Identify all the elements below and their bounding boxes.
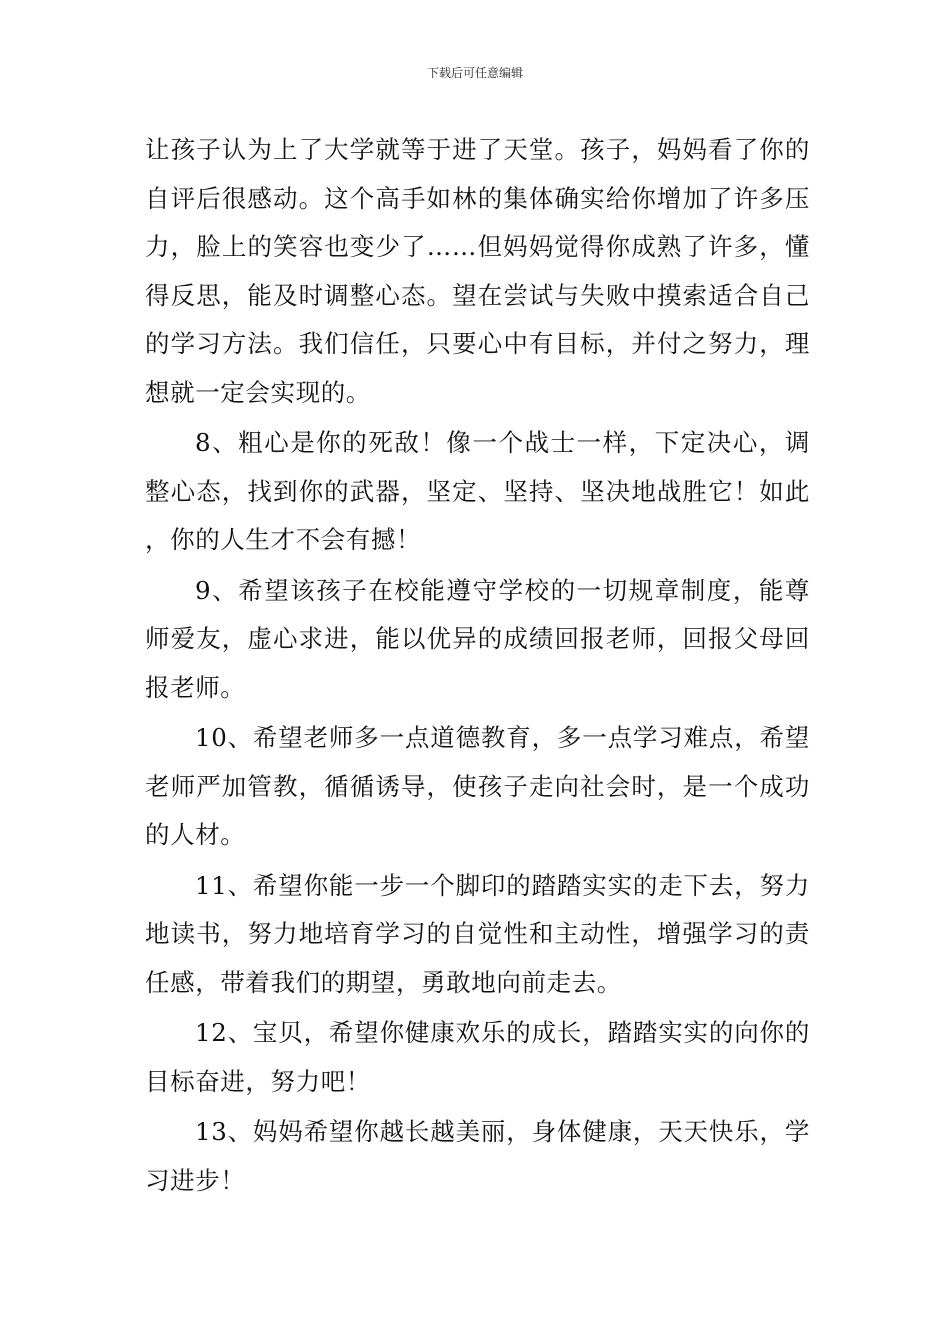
paragraph-item-13: 13、妈妈希望你越长越美丽，身体健康，天天快乐，学习进步！ [145, 1117, 810, 1195]
paragraph-item-8: 8、粗心是你的死敌！像一个战士一样，下定决心，调整心态，找到你的武器，坚定、坚持、坚决地战胜它！如此，你的人生才不会有撼！ [145, 428, 810, 554]
paragraph-item-12: 12、宝贝，希望你健康欢乐的成长，踏踏实实的向你的目标奋进，努力吧！ [145, 1018, 810, 1096]
paragraph-continuation: 让孩子认为上了大学就等于进了天堂。孩子，妈妈看了你的自评后很感动。这个高手如林的集体确实给你增加了许多压力，脸上的笑容也变少了……但妈妈觉得你成熟了许多，懂得反思，能及时调整心态。望在尝试与失败中摸索适合自己的学习方法。我们信任，只要心中有目标，并付之努力，理想就一定会实现的。 [145, 135, 810, 407]
paragraph-item-9: 9、希望该孩子在校能遵守学校的一切规章制度，能尊师爱友，虚心求进，能以优异的成绩回报老师，回报父母回报老师。 [145, 575, 810, 702]
paragraph-item-10: 10、希望老师多一点道德教育，多一点学习难点，希望老师严加管教，循循诱导，使孩子走向社会时，是一个成功的人材。 [145, 723, 810, 849]
paragraph-item-11: 11、希望你能一步一个脚印的踏踏实实的走下去，努力地读书，努力地培育学习的自觉性和主动性，增强学习的责任感，带着我们的期望，勇敢地向前走去。 [145, 870, 810, 997]
page-header-note: 下载后可任意编辑 [426, 66, 523, 80]
document-body [145, 126, 810, 1205]
